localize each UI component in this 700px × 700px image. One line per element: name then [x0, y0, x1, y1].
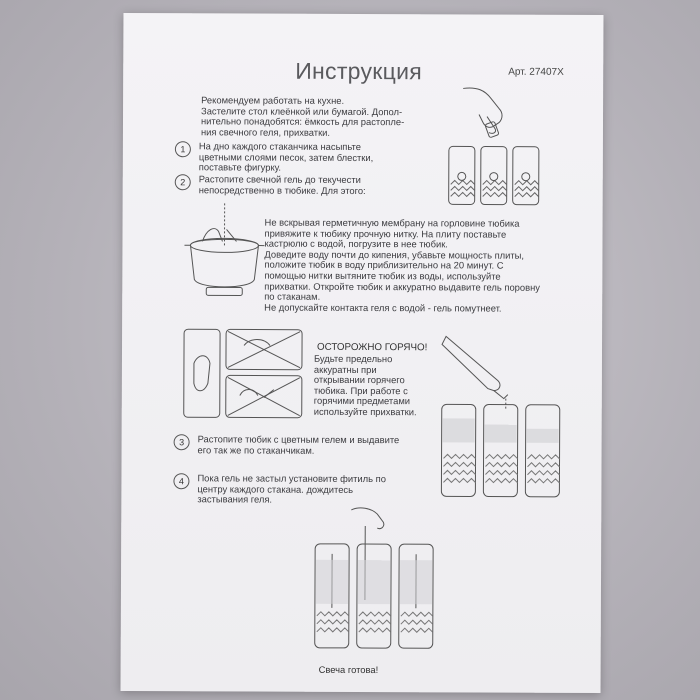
- warning-heading: ОСТОРОЖНО ГОРЯЧО!: [317, 341, 428, 354]
- crossed-out-icon: [184, 323, 304, 424]
- hand-pouring-icon: [441, 76, 552, 206]
- step-text-3: Растопите тюбик с цветным гелем и выдавите его так же по стаканчикам.: [197, 433, 400, 456]
- page-title: Инструкция: [295, 57, 423, 85]
- step-text-4: Пока гель не застыл установите фитиль по центру каждого стакана. дождитесь застывания геля.: [197, 472, 386, 505]
- step-number-4: 4: [173, 473, 189, 489]
- article-number: Арт. 27407Х: [508, 66, 564, 78]
- instruction-sheet: [121, 13, 604, 693]
- step-number-1: 1: [175, 141, 191, 157]
- step-number-2: 2: [175, 174, 191, 190]
- glass-cups-icon: [437, 328, 568, 499]
- melt-instructions: Не вскрывая герметичную мембрану на горловине тюбика привяжите к тюбику прочную нитку. На плиту поставьте кастрюлю с водой, погрузите в нее тюбик. Доведите воду почти до кипения, убавьте мощность плиты, положите тюбик в воду приблизительно на 20 минут. С помощью нитки вытяните тюбик из воды, используйте прихватки. Откройте тюбик и аккуратно выдавите гель поровну по стаканам. Не допускайте контакта геля с водой - гель помутнеет.: [264, 216, 540, 314]
- intro-text: Рекомендуем работать на кухне. Застелите стол клеёнкой или бумагой. Допол- нительно понадобятся: ёмкость для растопле- ния свечного геля, прихватки.: [200, 94, 405, 138]
- finish-text: Свеча готова!: [318, 663, 379, 676]
- step-number-3: 3: [174, 434, 190, 450]
- warning-text: Будьте предельно аккуратны при открывании горячего тюбика. При работе с горячими предметами используйте прихватки.: [313, 352, 417, 418]
- step-text-2: Растопите свечной гель до текучести непосредственно в тюбике. Для этого:: [198, 173, 366, 196]
- step-text-1: На дно каждого стаканчика насыпьте цветными слоями песок, затем блестки, поставьте фигурку.: [198, 140, 374, 173]
- pot-with-tube-icon: [184, 201, 264, 301]
- wick-glasses-icon: [311, 504, 442, 655]
